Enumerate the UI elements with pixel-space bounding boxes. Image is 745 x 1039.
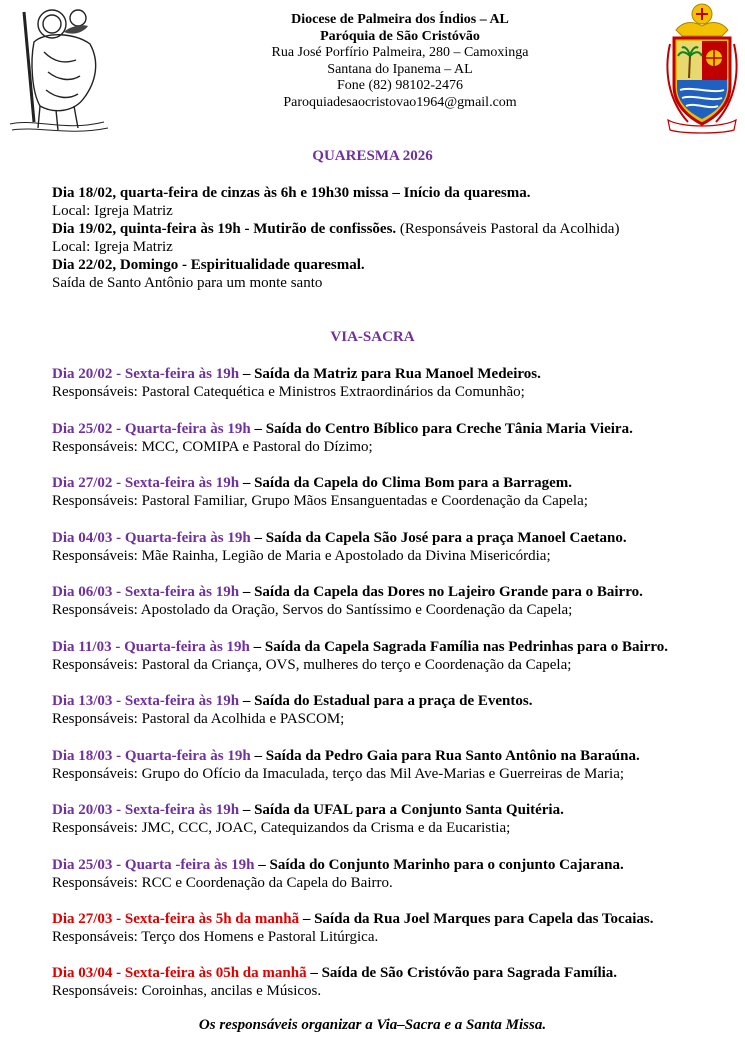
- via-sacra-responsibles: Responsáveis: Pastoral da Acolhida e PASCOM;: [52, 711, 345, 727]
- via-sacra-date: Dia 27/02 - Sexta-feira às 19h: [52, 475, 240, 491]
- via-sacra-item: [52, 365, 732, 401]
- via-sacra-item: [52, 474, 732, 510]
- quaresma-title: QUARESMA 2026: [312, 148, 433, 164]
- via-sacra-date: Dia 25/03 - Quarta -feira às 19h: [52, 857, 255, 873]
- parish-name: Paróquia de São Cristóvão: [320, 28, 480, 44]
- parish-header: [220, 12, 580, 112]
- via-sacra-responsibles: Responsáveis: Mãe Rainha, Legião de Maria e Apostolado da Divina Misericórdia;: [52, 548, 551, 564]
- via-sacra-responsibles: Responsáveis: RCC e Coordenação da Capela do Bairro.: [52, 875, 393, 891]
- via-sacra-item: [52, 964, 732, 1000]
- via-sacra-responsibles: Responsáveis: Apostolado da Oração, Servos do Santíssimo e Coordenação da Capela;: [52, 602, 573, 618]
- via-sacra-route: – Saída da Capela do Clima Bom para a Barragem.: [239, 475, 572, 491]
- via-sacra-date: Dia 27/03 - Sexta-feira às 5h da manhã: [52, 911, 300, 927]
- via-sacra-date: Dia 11/03 - Quarta-feira às 19h: [52, 639, 250, 655]
- via-sacra-responsibles: Responsáveis: Coroinhas, ancilas e Músicos.: [52, 983, 322, 999]
- parish-phone: Fone (82) 98102-2476: [337, 78, 463, 94]
- via-sacra-route: – Saída da Capela São José para a praça Manoel Caetano.: [250, 530, 627, 546]
- via-sacra-date: Dia 25/02 - Quarta-feira às 19h: [52, 421, 251, 437]
- via-sacra-item: [52, 747, 732, 783]
- via-sacra-route: – Saída da UFAL para a Conjunto Santa Quitéria.: [239, 802, 564, 818]
- via-sacra-route: – Saída do Conjunto Marinho para o conjunto Cajarana.: [254, 857, 624, 873]
- via-sacra-item: [52, 856, 732, 892]
- via-sacra-responsibles: Responsáveis: Grupo do Ofício da Imaculada, terço das Mil Ave-Marias e Guerreiras de Maria;: [52, 766, 625, 782]
- via-sacra-date: Dia 20/02 - Sexta-feira às 19h: [52, 366, 240, 382]
- via-sacra-item: [52, 420, 732, 456]
- via-sacra-responsibles: Responsáveis: Pastoral Catequética e Ministros Extraordinários da Comunhão;: [52, 384, 525, 400]
- diocese-name: Diocese de Palmeira dos Índios – AL: [291, 12, 509, 27]
- quaresma-item-main: Dia 19/02, quinta-feira às 19h - Mutirão de confissões.: [52, 221, 397, 237]
- quaresma-item-sub: Local: Igreja Matriz: [52, 239, 173, 255]
- via-sacra-date: Dia 04/03 - Quarta-feira às 19h: [52, 530, 251, 546]
- parish-email: Paroquiadesaocristovao1964@gmail.com: [283, 94, 517, 110]
- via-sacra-date: Dia 13/03 - Sexta-feira às 19h: [52, 693, 240, 709]
- via-sacra-item: [52, 910, 732, 946]
- quaresma-item-main: Dia 18/02, quarta-feira de cinzas às 6h e 19h30 missa – Início da quaresma.: [52, 185, 531, 201]
- saint-christopher-logo: [4, 2, 116, 136]
- via-sacra-title: VIA-SACRA: [330, 329, 415, 345]
- quaresma-item: [52, 184, 732, 202]
- via-sacra-item: [52, 583, 732, 619]
- via-sacra-route: – Saída do Centro Bíblico para Creche Tânia Maria Vieira.: [250, 421, 633, 437]
- via-sacra-date: Dia 03/04 - Sexta-feira às 05h da manhã: [52, 965, 307, 981]
- quaresma-list: [52, 184, 732, 292]
- footer-note: Os responsáveis organizar a Via–Sacra e a Santa Missa.: [198, 1017, 547, 1033]
- quaresma-item: [52, 256, 732, 274]
- via-sacra-date: Dia 20/03 - Sexta-feira às 19h: [52, 802, 240, 818]
- quaresma-item-extra: (Responsáveis Pastoral da Acolhida): [396, 221, 620, 237]
- via-sacra-route: – Saída da Capela Sagrada Família nas Pedrinhas para o Bairro.: [249, 639, 669, 655]
- parish-address: Rua José Porfírio Palmeira, 280 – Camoxinga: [271, 45, 529, 61]
- via-sacra-responsibles: Responsáveis: Pastoral Familiar, Grupo Mãos Ensanguentadas e Coordenação da Capela;: [52, 493, 588, 509]
- via-sacra-item: [52, 801, 732, 837]
- quaresma-item: [52, 220, 732, 238]
- via-sacra-item: [52, 692, 732, 728]
- via-sacra-route: – Saída da Matriz para Rua Manoel Medeiros.: [239, 366, 541, 382]
- quaresma-item-sub: Local: Igreja Matriz: [52, 203, 173, 219]
- quaresma-item-main: Dia 22/02, Domingo - Espiritualidade quaresmal.: [52, 257, 365, 273]
- via-sacra-responsibles: Responsáveis: Pastoral da Criança, OVS, mulheres do terço e Coordenação da Capela;: [52, 657, 572, 673]
- via-sacra-route: – Saída do Estadual para a praça de Eventos.: [239, 693, 533, 709]
- via-sacra-date: Dia 18/03 - Quarta-feira às 19h: [52, 748, 251, 764]
- via-sacra-responsibles: Responsáveis: JMC, CCC, JOAC, Catequizandos da Crisma e da Eucaristia;: [52, 820, 511, 836]
- via-sacra-route: – Saída de São Cristóvão para Sagrada Família.: [306, 965, 618, 981]
- via-sacra-responsibles: Responsáveis: MCC, COMIPA e Pastoral do Dízimo;: [52, 439, 373, 455]
- via-sacra-item: [52, 529, 732, 565]
- via-sacra-route: – Saída da Pedro Gaia para Rua Santo Antônio na Baraúna.: [250, 748, 640, 764]
- parish-city: Santana do Ipanema – AL: [327, 61, 473, 77]
- coat-of-arms-logo: [662, 0, 742, 134]
- via-sacra-route: – Saída da Rua Joel Marques para Capela das Tocaias.: [299, 911, 654, 927]
- via-sacra-item: [52, 638, 732, 674]
- quaresma-item-sub: Saída de Santo Antônio para um monte santo: [52, 275, 323, 291]
- via-sacra-date: Dia 06/03 - Sexta-feira às 19h: [52, 584, 240, 600]
- via-sacra-responsibles: Responsáveis: Terço dos Homens e Pastoral Litúrgica.: [52, 929, 379, 945]
- via-sacra-route: – Saída da Capela das Dores no Lajeiro Grande para o Bairro.: [239, 584, 643, 600]
